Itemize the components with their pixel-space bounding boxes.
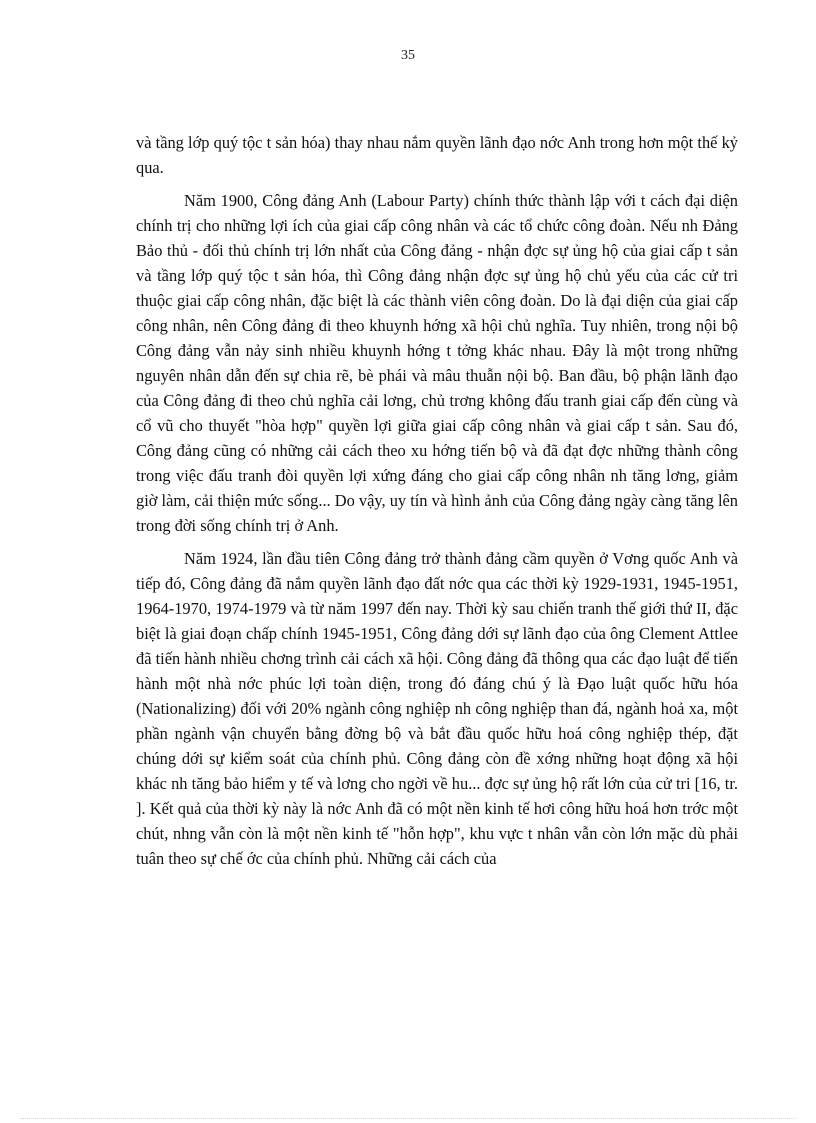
page-number: 35 — [401, 48, 415, 63]
paragraph-continued: và tầng lớp quý tộc t sản hóa) thay nhau nắm quyền lãnh đạo nớc Anh trong hơn một thế kỷ qua. — [136, 133, 738, 177]
paragraph-labour-in-power: Năm 1924, lần đầu tiên Công đảng trở thành đảng cầm quyền ở Vơng quốc Anh và tiếp đó, Công đảng đã nắm quyền lãnh đạo đất nớc qua các thời kỳ 1929-1931, 1945-1951, 1964-1970, 1974-1979 và từ năm 1997 đến nay. Thời kỳ sau chiến tranh thế giới thứ II, đặc biệt là giai đoạn chấp chính 1945-1951, Công đảng dới sự lãnh đạo của ông Clement Attlee đã tiến hành nhiều chơng trình cải cách xã hội. Công đảng đã thông qua các đạo luật để tiến hành một nhà nớc phúc lợi toàn diện, trong đó đáng chú ý là Đạo luật quốc hữu hóa (Nationalizing) đối với 20% ngành công nghiệp nh công nghiệp than đá, ngành hoả xa, một phần ngành vận chuyển bằng đờng bộ và bắt đầu quốc hữu hoá công nghiệp thép, đặt chúng dới sự kiểm soát của chính phủ. Công đảng còn đề xớng những hoạt động xã hội khác nh tăng bảo hiểm y tế và lơng cho ngời về hu... đợc sự ủng hộ rất lớn của cử tri [16, tr. ]. Kết quả của thời kỳ này là nớc Anh đã có một nền kinh tế hơi công hữu hoá hơn trớc một chút, nhng vẫn còn là một nền kinh tế "hỗn hợp", khu vực t nhân vẫn còn lớn mặc dù phải tuân theo sự chế ớc của chính phủ. Những cải cách của — [136, 549, 738, 868]
document-body — [136, 130, 738, 879]
page-bottom-divider — [20, 1118, 796, 1119]
paragraph-labour-party-founding: Năm 1900, Công đảng Anh (Labour Party) chính thức thành lập với t cách đại diện chính trị cho những lợi ích của giai cấp công nhân và các tổ chức công đoàn. Nếu nh Đảng Bảo thủ - đối thủ chính trị lớn nhất của Công đảng - nhận đợc sự ủng hộ của giai cấp t sản và tầng lớp quý tộc t sản hóa, thì Công đảng nhận đợc sự ủng hộ chủ yếu của các cử tri thuộc giai cấp công nhân, đặc biệt là các thành viên công đoàn. Do là đại diện của giai cấp công nhân, nên Công đảng đi theo khuynh hớng xã hội chủ nghĩa. Tuy nhiên, trong nội bộ Công đảng vẫn nảy sinh nhiều khuynh hớng t tởng khác nhau. Đây là một trong những nguyên nhân dẫn đến sự chia rẽ, bè phái và mâu thuẫn nội bộ. Ban đầu, bộ phận lãnh đạo của Công đảng đi theo chủ nghĩa cải lơng, chủ trơng không đấu tranh giai cấp đến cùng và cổ vũ cho thuyết "hòa hợp" quyền lợi giữa giai cấp công nhân và giai cấp t sản. Sau đó, Công đảng cũng có những cải cách theo xu hớng tiến bộ và đã đạt đợc những thành công trong việc đấu tranh đòi quyền lợi xứng đáng cho giai cấp công nhân nh tăng lơng, giảm giờ làm, cải thiện mức sống... Do vậy, uy tín và hình ảnh của Công đảng ngày càng tăng lên trong đời sống chính trị ở Anh. — [136, 191, 738, 535]
